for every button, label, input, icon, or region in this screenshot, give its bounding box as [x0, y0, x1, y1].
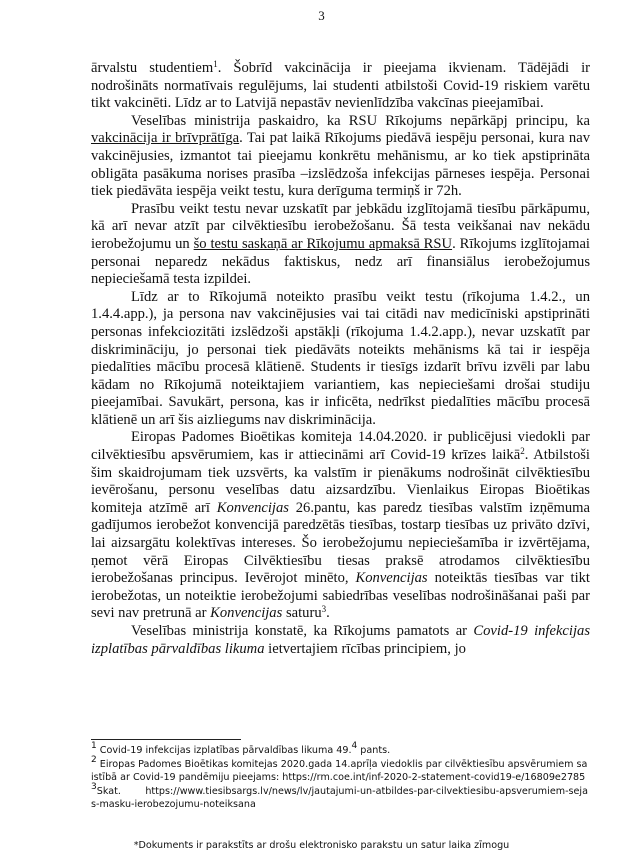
paragraph-1 — [91, 60, 590, 113]
p6-text-b: ietvertajiem rīcības principiem, jo — [264, 640, 466, 657]
p6-italic: Covid-19 infekcijas izplatības pārvaldības likuma — [91, 623, 590, 657]
p3-underlined: šo testu saskaņā ar Rīkojumu apmaksā RSU — [193, 235, 453, 252]
footnote-1 — [91, 741, 590, 757]
footnote-ref-1: 1 — [213, 59, 218, 69]
paragraph-4: Līdz ar to Rīkojumā noteikto prasību veikt testu (rīkojuma 1.4.2., un 1.4.4.app.), ja persona nav vakcinējusies vai tai citādi nav medicīniski apstiprināti personas infekciozitāti izslēdzoši apstākļi (rīkojuma 1.4.2.app.), nevar uzskatīt par diskrimināciju, jo personai tiek piedāvāts noteikts mehānisms kā tai ir iespēja piedalīties mācību procesā klātienē. Students ir tiesīgs izdarīt brīvu izvēli par labu kādam no Rīkojumā noteiktajiem variantiem, kas nepieciešami drošai studiju pieejamībai. Savukārt, persona, kas ir inficēta, nedrīkst piedalīties mācību procesā klātienē un arī šis aizliegums nav diskriminācija. — [91, 288, 590, 428]
footnote-ref-2: 2 — [520, 446, 525, 457]
footnotes — [91, 741, 590, 812]
footnote-ref-3: 3 — [321, 604, 327, 615]
paragraph-5 — [91, 429, 590, 623]
p3-text-a: Prasību veikt testu nevar uzskatīt par jebkādu izglītojamā tiesību pārkāpumu, kā arī nevar atzīt par cilvēktiesību ierobežošanu. Šā testa veikšanai nav nekādu ierobežojumu un — [91, 200, 590, 252]
p1-text-b: . Šobrīd vakcinācija ir pieejama ikvienam. Tādējādi ir nodrošināts normatīvais regulējums, lai studenti atbilstoši Covid-19 riskiem varētu tikt vakcinēti. Līdz ar to Latvijā nepastāv nevienlīdzība vakcīnas pieejamībai. — [91, 60, 590, 112]
footnote-1-mark: 1 — [91, 741, 97, 751]
footnote-2-mark: 2 — [91, 755, 97, 765]
footnote-separator — [91, 739, 241, 740]
p2-text-b: . Tai pat laikā Rīkojums piedāvā iespēju personai, kura nav vakcinējusies, izmantot tai pieejamu konkrētu mehānismu, ar ko tiek apstiprināta obligāta pasākuma norises prasība –izslēdzoša infekcijas pārneses iespēja. Personai tiek piedāvāta iespēja veikt testu, kura derīguma termiņš ir 72h. — [91, 130, 590, 200]
footnote-2-text: Eiropas Padomes Bioētikas komitejas 2020.gada 14.aprīļa viedoklis par cilvēktiesību apsvērumiem saistībā ar Covid-19 pandēmiju pieejams: https://rm.coe.int/inf-2020-2-statement-covid19-e/16809e2785 — [91, 759, 588, 783]
p5-text-f: . — [326, 605, 330, 622]
p2-text-a: Veselības ministrija paskaidro, ka RSU Rīkojums nepārkāpj principu, ka — [131, 112, 590, 129]
page-number: 3 — [318, 8, 325, 23]
p2-underlined: vakcinācija ir brīvprātīga — [91, 130, 240, 147]
footnote-3 — [91, 782, 590, 811]
signature-note: *Dokuments ir parakstīts ar drošu elektronisko parakstu un satur laika zīmogu — [133, 840, 510, 851]
footnote-3-label: Skat. — [96, 786, 121, 797]
p1-text-a: ārvalstu studentiem — [91, 60, 214, 76]
p5-text-c: 26.pantu, kas paredz tiesības valstīm izņēmuma gadījumos ierobežot konvencijā paredzētās tiesības, tostarp tiesības uz privāto dzīvi, lai aizsargātu kolektīvas intereses. Šo ierobežojumu nepieciešamība ir izvērtējama, ņemot vērā Eiropas Cilvēktiesību tiesas praksē atrodamos cilvēktiesību ierobežošanas principus. Ievērojot minēto, — [91, 499, 591, 587]
paragraph-6 — [91, 623, 590, 658]
paragraph-2 — [91, 113, 590, 201]
footnote-1-text: Covid-19 infekcijas izplatības pārvaldības likuma 49. — [96, 745, 352, 756]
p5-italic-3: Konvencijas — [210, 605, 283, 622]
p5-text-e: saturu — [282, 605, 322, 622]
paragraph-3 — [91, 201, 590, 289]
document-body — [91, 60, 590, 658]
footnote-2 — [91, 755, 590, 784]
p5-italic-1: Konvencijas — [216, 499, 289, 516]
p5-text-b: . Atbilstoši šim skaidrojumam tiek uzsvērts, ka valstīm ir pienākums nodrošināt cilvēktiesību ievērošanu, personu veselības datu aizsardzību. Vienlaikus Eiropas Bioētikas komiteja atzīmē arī — [91, 447, 590, 516]
p5-text-a: Eiropas Padomes Bioētikas komiteja 14.04.2020. ir publicējusi viedokli par cilvēktiesību apsvērumiem, kas ir attiecināmi arī Covid-19 krīzes laikā — [91, 429, 590, 464]
footnote-1-sup: 4 — [351, 741, 358, 751]
footnote-1-tail: pants. — [357, 745, 391, 756]
p5-italic-2: Konvencijas — [355, 570, 428, 587]
p5-text-d: noteiktās tiesības var tikt ierobežotas, un noteiktie ierobežojumi sabiedrības veselības nodrošināšanai paši par sevi nav pretrunā ar — [91, 570, 590, 622]
footnote-3-link[interactable]: https://www.tiesibsargs.lv/news/lv/jautajumi-un-atbildes-par-cilvektiesibu-apsverumiem-sejas-masku-ierobezojumu-noteiksana — [91, 786, 588, 810]
footnote-3-mark: 3 — [91, 782, 97, 792]
p3-text-b: . Rīkojums izglītojamai personai neparedz nekādus faktiskus, nedz arī finansiālus ierobežojumus nepieciešamā testa izpildei. — [91, 235, 590, 288]
p6-text-a: Veselības ministrija konstatē, ka Rīkojums pamatots ar — [131, 623, 474, 639]
